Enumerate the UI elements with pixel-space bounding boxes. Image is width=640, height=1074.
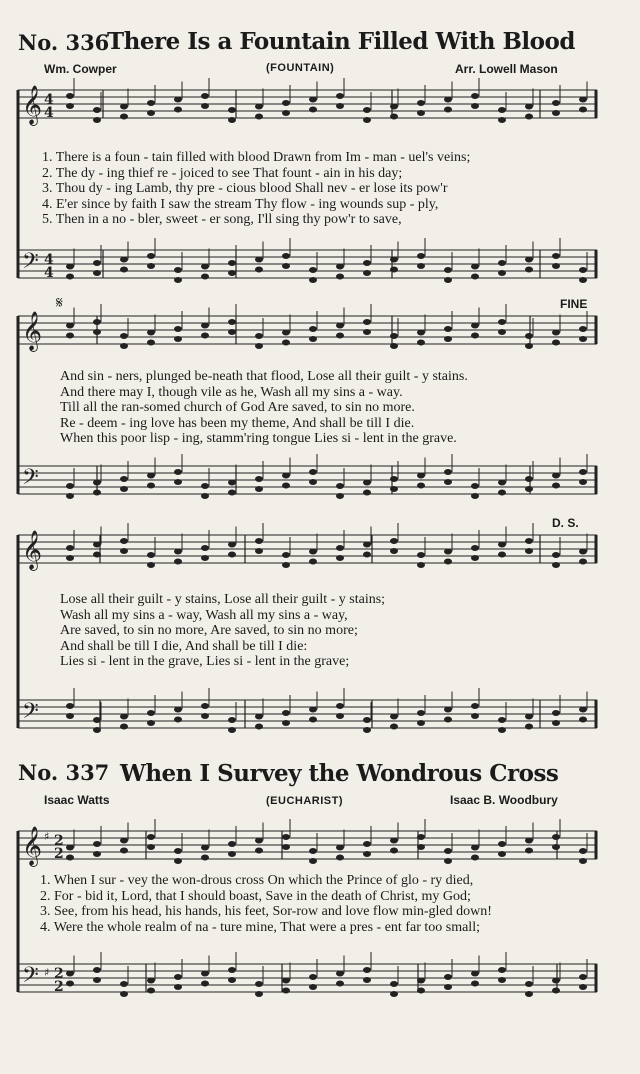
verse-line: 2. The dy - ing thief re - joiced to see That fount - ain in his day; [42, 165, 403, 181]
svg-text:𝄢: 𝄢 [22, 699, 39, 729]
words-credit: Isaac Watts [44, 793, 110, 807]
verse-line: Lies si - lent in the grave, Lies si - lent in the grave; [60, 654, 350, 669]
svg-text:2: 2 [54, 979, 64, 995]
svg-text:𝄞: 𝄞 [22, 85, 43, 125]
svg-text:4: 4 [44, 105, 54, 121]
svg-text:𝄞: 𝄞 [22, 311, 43, 351]
svg-text:2: 2 [54, 846, 64, 862]
verse-line: And there may I, though vile as he, Wash all my sins a - way. [60, 384, 403, 400]
svg-text:𝄢: 𝄢 [22, 963, 39, 993]
svg-text:4: 4 [44, 265, 54, 281]
tune-name: (EUCHARIST) [266, 795, 343, 807]
svg-text:𝄞: 𝄞 [22, 826, 43, 866]
svg-text:♯: ♯ [44, 966, 50, 979]
svg-text:♯: ♯ [44, 830, 50, 843]
ds-mark: D. S. [552, 516, 579, 530]
svg-text:𝄋: 𝄋 [56, 293, 63, 312]
verse-line: 2. For - bid it, Lord, that I should boast, Save in the death of Christ, my God; [40, 888, 471, 904]
verses-part3 [60, 592, 385, 670]
svg-text:4: 4 [44, 92, 54, 108]
verse-line: Wash all my sins a - way, Wash all my sins a - way, [60, 607, 348, 623]
verse-line: Lose all their guilt - y stains, Lose all their guilt - y stains; [60, 592, 386, 607]
verse-line: 4. Were the whole realm of na - ture mine, That were a pres - ent far too small; [40, 919, 480, 935]
svg-text:𝄢: 𝄢 [22, 465, 39, 495]
verse-line: 3. See, from his head, his hands, his feet, Sor-row and love flow min-gled down! [40, 904, 492, 919]
music-credit: Arr. Lowell Mason [455, 62, 558, 76]
verses-part1 [42, 150, 470, 228]
hymn-number: No. 337 [18, 760, 110, 785]
svg-text:𝄢: 𝄢 [22, 249, 39, 279]
verse-line: And sin - ners, plunged be-neath that flood, Lose all their guilt - y stains. [60, 369, 468, 384]
verse-line: Re - deem - ing love has been my theme, And shall be till I die. [60, 415, 415, 431]
verse-line: 1. When I sur - vey the won-drous cross On which the Prince of glo - ry died, [40, 873, 474, 888]
hymn-title: When I Survey the Wondrous Cross [120, 760, 559, 787]
verse-line: And shall be till I die, And shall be till I die: [60, 638, 308, 654]
words-credit: Wm. Cowper [44, 62, 117, 76]
fine-mark: FINE [560, 297, 588, 311]
svg-text:2: 2 [54, 966, 64, 982]
svg-text:4: 4 [44, 252, 54, 268]
svg-text:𝄞: 𝄞 [22, 530, 43, 570]
tune-name: (FOUNTAIN) [266, 62, 335, 74]
verse-line: 5. Then in a no - bler, sweet - er song, I'll sing thy pow'r to save, [42, 212, 402, 227]
verses-part2 [60, 369, 468, 447]
svg-text:2: 2 [54, 833, 64, 849]
verse-line: 3. Thou dy - ing Lamb, thy pre - cious blood Shall nev - er lose its pow'r [42, 181, 448, 196]
verse-line: 1. There is a foun - tain filled with blood Drawn from Im - man - uel's veins; [42, 150, 471, 165]
verse-line: 4. E'er since by faith I saw the stream Thy flow - ing wounds sup - ply, [42, 196, 439, 212]
verse-line: Are saved, to sin no more, Are saved, to sin no more; [60, 623, 358, 638]
verses-337 [40, 873, 492, 935]
verse-line: When this poor lisp - ing, stamm'ring tongue Lies si - lent in the grave. [60, 431, 457, 446]
hymn-title: There Is a Fountain Filled With Blood [107, 28, 575, 55]
music-credit: Isaac B. Woodbury [450, 793, 558, 807]
verse-line: Till all the ran-somed church of God Are saved, to sin no more. [60, 400, 415, 415]
hymn-number: No. 336 [18, 30, 110, 55]
